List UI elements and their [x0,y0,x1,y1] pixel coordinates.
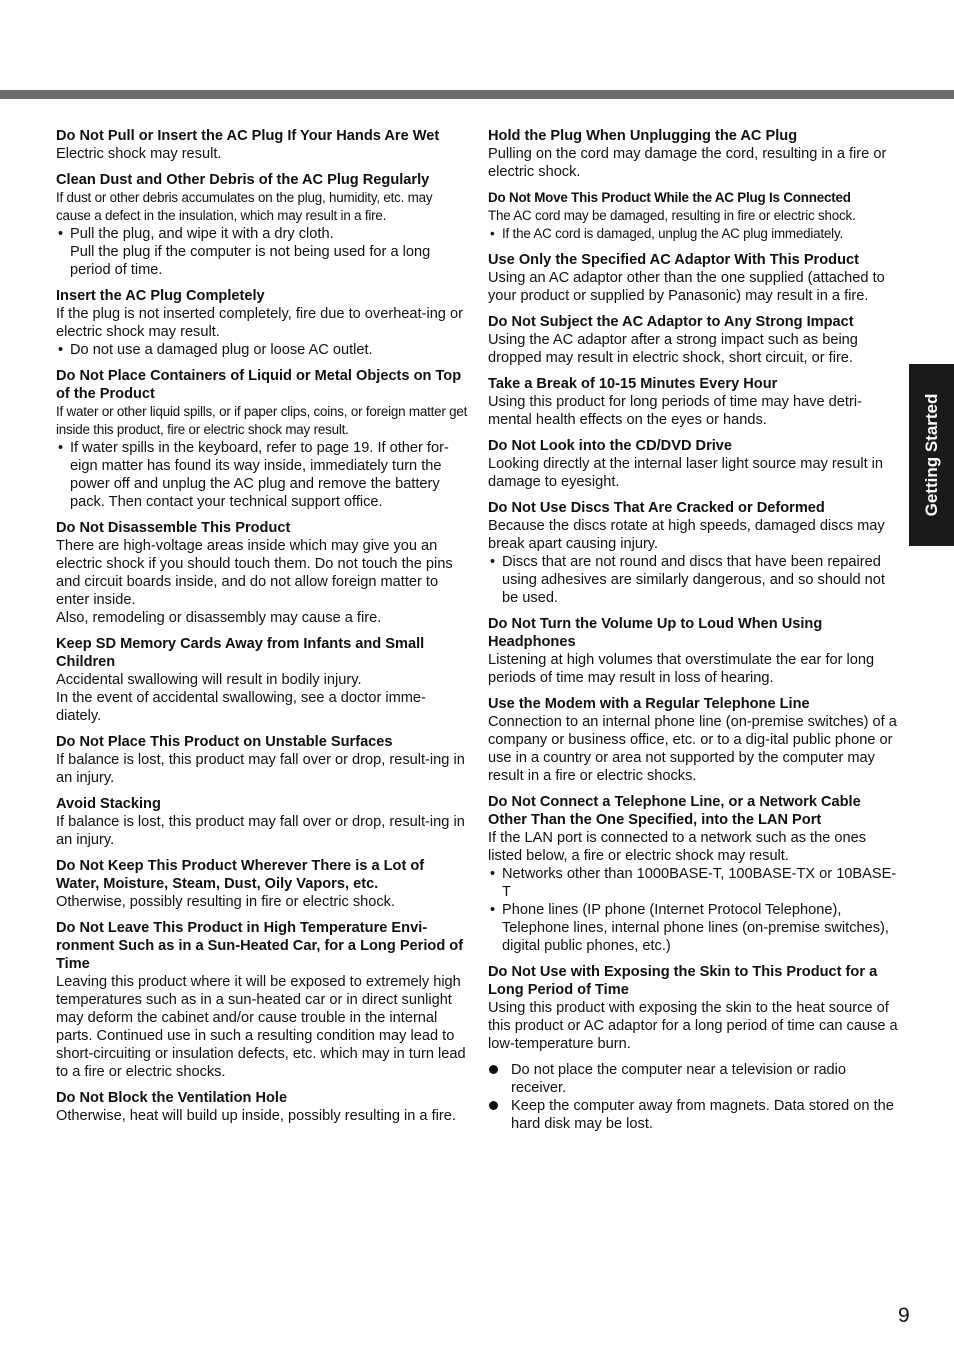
warning-section [56,171,468,279]
bullet-item: • Phone lines (IP phone (Internet Protocol Telephone), Telephone lines, internal phone lines (on-premise switches), digital public phones, etc.) [488,901,900,955]
warning-section [56,635,468,725]
warning-section [56,1089,468,1125]
bullet-item: • Pull the plug, and wipe it with a dry cloth. [56,225,468,243]
warning-section [488,437,900,491]
note-text: Do not place the computer near a television or radio receiver. [511,1062,847,1096]
bullet-dot-icon [489,1101,498,1110]
section-tab [909,364,954,546]
warning-section [488,313,900,367]
warning-section [56,857,468,911]
section-heading: Do Not Use with Exposing the Skin to This Product for a Long Period of Time [488,964,878,998]
section-heading: Do Not Connect a Telephone Line, or a Network Cable Other Than the One Specified, into the LAN Port [488,794,861,828]
section-tab-label: Getting Started [921,393,941,517]
note-item [488,1097,900,1133]
note-item [488,1061,900,1097]
section-text: In the event of accidental swallowing, see a doctor imme-diately. [56,690,426,724]
warning-section [56,919,468,1081]
warning-section [488,375,900,429]
bullet-dot-icon [489,1065,498,1074]
bullet-item: • If the AC cord is damaged, unplug the AC plug immediately. [488,225,900,243]
section-heading: Insert the AC Plug Completely [56,288,265,304]
bullet-item: • If water spills in the keyboard, refer to page 19. If other for-eign matter has found its way inside, immediately turn the power off and unplug the AC plug and remove the battery pack. Then contact your technical support office. [56,439,468,511]
section-heading: Do Not Turn the Volume Up to Loud When Using Headphones [488,616,823,650]
right-column [488,127,900,1133]
section-text: Connection to an internal phone line (on-premise switches) of a company or business office, etc. or to a dig-ital public phone or use in a country or area not supported by the computer may result in a fire or electric shocks. [488,714,897,784]
warning-section [56,287,468,359]
section-heading: Do Not Keep This Product Wherever There is a Lot of Water, Moisture, Steam, Dust, Oily Vapors, etc. [56,858,425,892]
section-text: Leaving this product where it will be exposed to extremely high temperatures such as in a sun-heated car or in direct sunlight may deform the cabinet and/or cause trouble in the internal parts. Continued use in such a resulting condition may lead to short-circuiting or insulation defects, etc. which may in turn lead to a fire or electric shocks. [56,974,466,1080]
warning-section [488,251,900,305]
warning-section [488,189,900,243]
section-text: Using this product with exposing the skin to the heat source of this product or AC adaptor for a long period of time can cause a low-temperature burn. [488,1000,898,1052]
section-heading: Do Not Place This Product on Unstable Surfaces [56,734,393,750]
page-number: 9 [898,1304,910,1327]
section-heading: Take a Break of 10-15 Minutes Every Hour [488,376,778,392]
warning-section [488,695,900,785]
left-column [56,127,468,1133]
section-heading: Do Not Use Discs That Are Cracked or Deformed [488,500,825,516]
warning-section [56,733,468,787]
warning-section [488,127,900,181]
bullet-item: • Discs that are not round and discs that have been repaired using adhesives are similarly dangerous, and so should not be used. [488,553,900,607]
note-text: Keep the computer away from magnets. Data stored on the hard disk may be lost. [511,1098,894,1132]
warning-section [488,615,900,687]
section-heading: Hold the Plug When Unplugging the AC Plug [488,128,798,144]
section-text: Accidental swallowing will result in bodily injury. [56,672,362,688]
notes-list [488,1061,900,1133]
warning-section [56,795,468,849]
warning-section [56,519,468,627]
section-heading: Keep SD Memory Cards Away from Infants and Small Children [56,636,425,670]
section-text: If water or other liquid spills, or if paper clips, coins, or foreign matter get inside this product, fire or electric shock may result. [56,404,468,437]
warning-section [488,499,900,607]
section-text: Using an AC adaptor other than the one supplied (attached to your product or supplied by Panasonic) may result in a fire. [488,270,885,304]
section-text: Pulling on the cord may damage the cord, resulting in a fire or electric shock. [488,146,887,180]
warning-section [488,793,900,955]
warning-section [56,367,468,511]
section-text: Because the discs rotate at high speeds, damaged discs may break apart causing injury. [488,518,885,552]
section-text: Listening at high volumes that overstimulate the ear for long periods of time may result in loss of hearing. [488,652,875,686]
section-text: If balance is lost, this product may fall over or drop, result-ing in an injury. [56,752,465,786]
warning-section [488,963,900,1053]
section-heading: Do Not Disassemble This Product [56,520,291,536]
header-bar [0,90,954,99]
section-text: If balance is lost, this product may fall over or drop, result-ing in an injury. [56,814,465,848]
section-text: Otherwise, heat will build up inside, possibly resulting in a fire. [56,1108,456,1124]
section-text: Using this product for long periods of time may have detri-mental health effects on the eyes or hands. [488,394,862,428]
section-text: If the LAN port is connected to a network such as the ones listed below, a fire or electric shock may result. [488,830,867,864]
section-text: Looking directly at the internal laser light source may result in damage to eyesight. [488,456,884,490]
section-text: Pull the plug if the computer is not being used for a long period of time. [70,244,431,278]
section-heading: Clean Dust and Other Debris of the AC Plug Regularly [56,172,430,188]
section-text: Electric shock may result. [56,146,222,162]
section-text: Using the AC adaptor after a strong impact such as being dropped may result in electric shock, short circuit, or fire. [488,332,858,366]
bullet-item: • Do not use a damaged plug or loose AC outlet. [56,341,468,359]
bullet-item: • Networks other than 1000BASE-T, 100BASE-TX or 10BASE-T [488,865,900,901]
section-text: Also, remodeling or disassembly may cause a fire. [56,610,382,626]
section-heading: Do Not Leave This Product in High Temperature Envi-ronment Such as in a Sun-Heated Car, for a Long Period of Time [56,920,464,972]
section-heading: Do Not Move This Product While the AC Plug Is Connected [488,190,851,205]
section-text: If the plug is not inserted completely, fire due to overheat-ing or electric shock may result. [56,306,463,340]
section-heading: Do Not Pull or Insert the AC Plug If Your Hands Are Wet [56,128,440,144]
section-heading: Avoid Stacking [56,796,161,812]
section-text: If dust or other debris accumulates on the plug, humidity, etc. may cause a defect in the insulation, which may result in a fire. [56,190,433,223]
warning-section [56,127,468,163]
section-heading: Do Not Block the Ventilation Hole [56,1090,288,1106]
section-heading: Use the Modem with a Regular Telephone Line [488,696,810,712]
section-heading: Use Only the Specified AC Adaptor With This Product [488,252,859,268]
section-text: The AC cord may be damaged, resulting in fire or electric shock. [488,208,856,223]
section-text: Otherwise, possibly resulting in fire or electric shock. [56,894,396,910]
section-heading: Do Not Place Containers of Liquid or Metal Objects on Top of the Product [56,368,462,402]
section-text: There are high-voltage areas inside which may give you an electric shock if you should touch them. Do not touch the pins and circuit boards inside, and do not allow foreign matter to enter inside. [56,538,453,608]
section-heading: Do Not Look into the CD/DVD Drive [488,438,733,454]
section-heading: Do Not Subject the AC Adaptor to Any Strong Impact [488,314,854,330]
